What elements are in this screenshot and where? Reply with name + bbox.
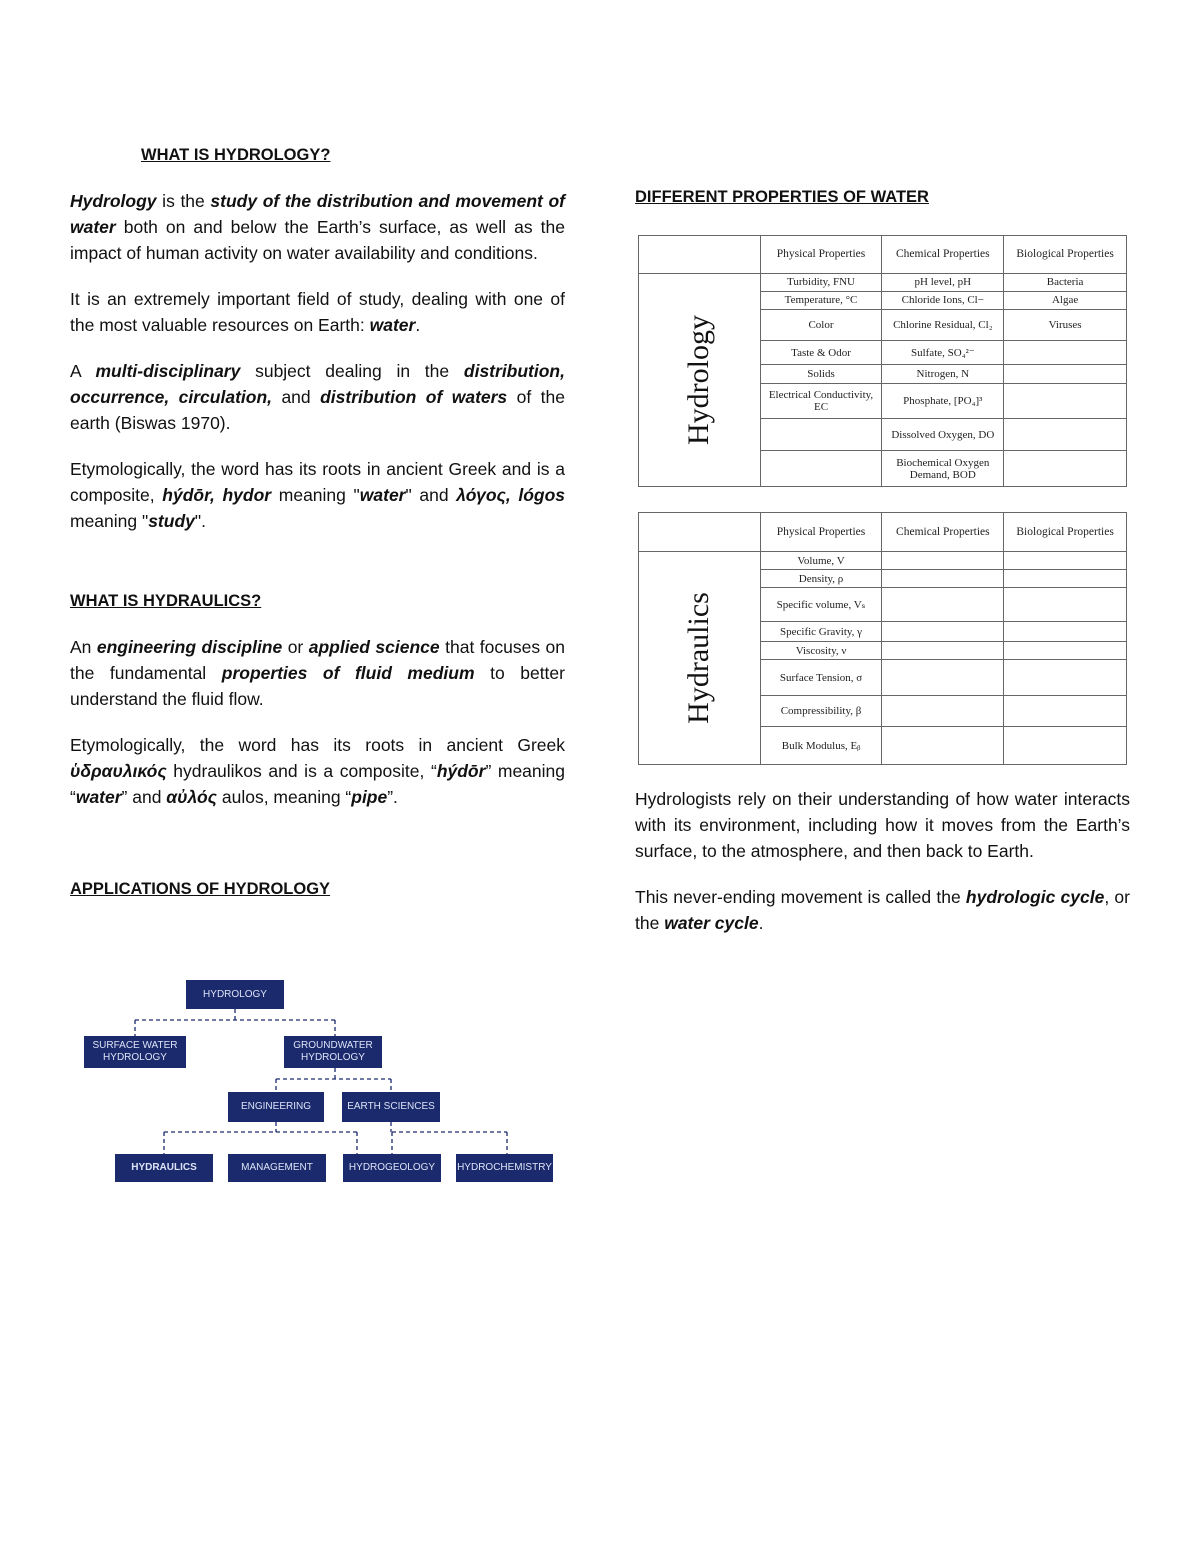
hydrology-header-chemical: Chemical Properties — [882, 236, 1004, 274]
table-cell — [760, 451, 882, 487]
table-cell — [882, 660, 1004, 696]
table-cell — [1004, 552, 1127, 570]
node-hydrology: HYDROLOGY — [186, 980, 284, 1009]
table-cell — [1004, 451, 1127, 487]
left-column — [70, 142, 565, 902]
table-cell — [1004, 588, 1127, 622]
hydrology-side-label-cell — [639, 273, 761, 486]
table-cell: Density, ρ — [760, 570, 882, 588]
table-cell — [1004, 622, 1127, 642]
table-cell: Chloride Ions, Cl− — [882, 291, 1004, 309]
table-cell — [1004, 696, 1127, 727]
table-cell — [882, 588, 1004, 622]
hydrologic-cycle-paragraph: This never-ending movement is called the hydrologic cycle, or the water cycle. — [635, 887, 1130, 933]
table-cell: Nitrogen, N — [882, 364, 1004, 383]
table-cell: Volume, V — [760, 552, 882, 570]
hydraulics-heading: WHAT IS HYDRAULICS? — [70, 592, 262, 610]
table-cell: Bulk Modulus, Eᵦ — [760, 727, 882, 765]
hydrology-table-corner — [639, 236, 761, 274]
table-cell: Solids — [760, 364, 882, 383]
node-hydrogeology: HYDROGEOLOGY — [343, 1154, 441, 1182]
table-cell: Specific volume, Vₛ — [760, 588, 882, 622]
table-cell: Electrical Conductivity, EC — [760, 383, 882, 419]
hydraulics-definition: An engineering discipline or applied science that focuses on the fundamental properties of fluid medium to better understand the fluid flow. — [70, 637, 565, 709]
table-cell: Turbidity, FNU — [760, 273, 882, 291]
table-cell: Surface Tension, σ — [760, 660, 882, 696]
hydrologists-paragraph: Hydrologists rely on their understanding of how water interacts with its environment, including how it moves from the Earth’s surface, to the atmosphere, and then back to Earth. — [635, 789, 1130, 861]
hydraulics-side-label: Hydraulics — [682, 592, 716, 724]
table-cell — [1004, 570, 1127, 588]
hydrology-side-label: Hydrology — [682, 314, 716, 445]
hydrology-properties-table — [638, 235, 1127, 487]
table-cell: Compressibility, β — [760, 696, 882, 727]
table-cell — [1004, 727, 1127, 765]
table-cell: Dissolved Oxygen, DO — [882, 419, 1004, 451]
table-cell — [882, 570, 1004, 588]
table-cell: Bacteria — [1004, 273, 1127, 291]
table-cell — [882, 696, 1004, 727]
table-cell: Color — [760, 309, 882, 341]
hydrology-header-physical: Physical Properties — [760, 236, 882, 274]
table-cell: pH level, pH — [882, 273, 1004, 291]
table-cell — [882, 552, 1004, 570]
table-cell: Chlorine Residual, Cl₂ — [882, 309, 1004, 341]
right-column-text — [635, 786, 1130, 936]
hydraulics-properties-table — [638, 512, 1127, 765]
node-hydrochemistry: HYDROCHEMISTRY — [456, 1154, 553, 1182]
node-groundwater-hydrology: GROUNDWATER HYDROLOGY — [284, 1036, 382, 1068]
table-cell: Sulfate, SO₄²⁻ — [882, 341, 1004, 364]
table-cell: Temperature, °C — [760, 291, 882, 309]
table-cell — [882, 727, 1004, 765]
table-cell: Phosphate, [PO₄]³ — [882, 383, 1004, 419]
table-cell — [1004, 383, 1127, 419]
table-cell — [882, 622, 1004, 642]
table-cell: Taste & Odor — [760, 341, 882, 364]
table-cell: Specific Gravity, γ — [760, 622, 882, 642]
hydrology-applications-diagram — [80, 978, 560, 1188]
hydrology-multidisciplinary: A multi-disciplinary subject dealing in the distribution, occurrence, circulation, and distribution of waters of the earth (Biswas 1970). — [70, 361, 565, 433]
hydraulics-side-label-cell — [639, 552, 761, 765]
node-hydraulics: HYDRAULICS — [115, 1154, 213, 1182]
table-cell: Viruses — [1004, 309, 1127, 341]
table-cell — [1004, 419, 1127, 451]
hydrology-importance: It is an extremely important field of study, dealing with one of the most valuable resources on Earth: water. — [70, 289, 565, 335]
table-cell: Viscosity, ν — [760, 642, 882, 660]
hydraulics-header-biological: Biological Properties — [1004, 513, 1127, 552]
hydraulics-table-corner — [639, 513, 761, 552]
hydrology-heading: WHAT IS HYDROLOGY? — [141, 146, 331, 164]
hydrology-definition: Hydrology is the study of the distribution and movement of water both on and below the Earth’s surface, as well as the impact of human activity on water availability and conditions. — [70, 191, 565, 263]
applications-heading: APPLICATIONS OF HYDROLOGY — [70, 880, 331, 898]
table-cell: Algae — [1004, 291, 1127, 309]
hydraulics-etymology: Etymologically, the word has its roots in ancient Greek ὑδραυλικός hydraulikos and is a composite, “hýdōr” meaning “water” and αὐλός aulos, meaning “pipe”. — [70, 735, 565, 807]
node-surface-water-hydrology: SURFACE WATER HYDROLOGY — [84, 1036, 186, 1068]
node-earth-sciences: EARTH SCIENCES — [342, 1092, 440, 1122]
table-cell — [1004, 341, 1127, 364]
properties-heading: DIFFERENT PROPERTIES OF WATER — [635, 188, 929, 206]
hydrology-header-biological: Biological Properties — [1004, 236, 1127, 274]
node-engineering: ENGINEERING — [228, 1092, 324, 1122]
table-cell — [882, 642, 1004, 660]
hydrology-etymology: Etymologically, the word has its roots in ancient Greek and is a composite, hýdōr, hydor meaning "water" and λόγος, lógos meaning "study". — [70, 459, 566, 531]
table-cell — [1004, 364, 1127, 383]
hydraulics-header-physical: Physical Properties — [760, 513, 882, 552]
table-cell — [760, 419, 882, 451]
table-cell — [1004, 660, 1127, 696]
table-cell: Biochemical Oxygen Demand, BOD — [882, 451, 1004, 487]
table-cell — [1004, 642, 1127, 660]
hydraulics-header-chemical: Chemical Properties — [882, 513, 1004, 552]
node-management: MANAGEMENT — [228, 1154, 326, 1182]
